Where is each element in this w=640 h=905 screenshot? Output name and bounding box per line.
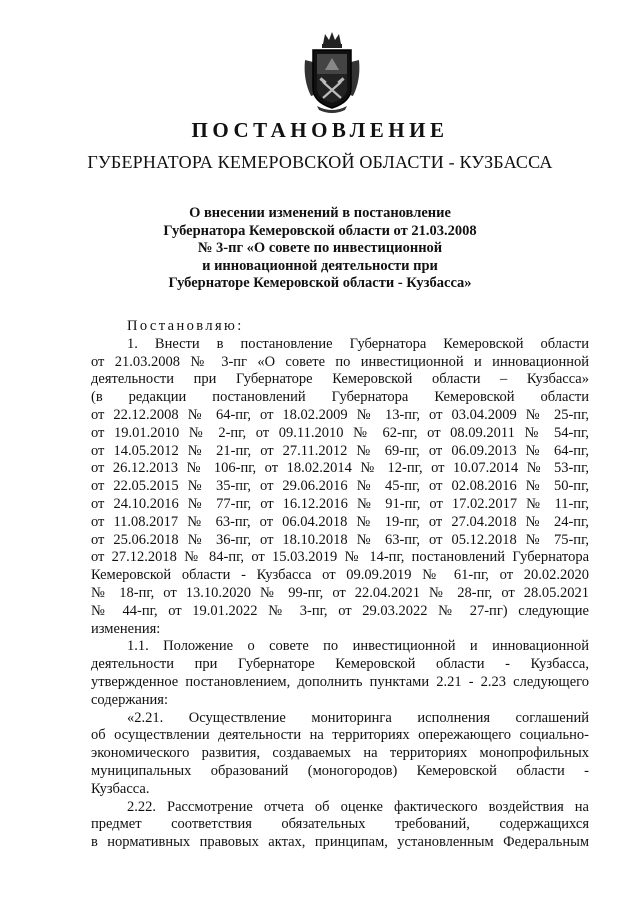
title-line: Губернаторе Кемеровской области - Кузбасса» xyxy=(168,275,472,292)
body-line: предмет соответствия обязательных требований, содержащихся xyxy=(91,816,589,833)
body-line: от 27.12.2018 № 84-пг, от 15.03.2019 № 14-пг, постановлений Губернатора xyxy=(91,549,589,566)
document-title xyxy=(120,205,520,293)
body-line: Кемеровской области - Кузбасса от 09.09.2019 № 61-пг, от 20.02.2020 xyxy=(91,567,589,584)
body-line: от 25.06.2018 № 36-пг, от 18.10.2018 № 63-пг, от 05.12.2018 № 75-пг, xyxy=(91,531,589,548)
body-line: от 22.12.2008 № 64-пг, от 18.02.2009 № 13-пг, от 03.04.2009 № 25-пг, xyxy=(91,406,589,423)
body-line: 2.22. Рассмотрение отчета об оценке фактического воздействия на xyxy=(127,798,589,815)
issuer-heading: ГУБЕРНАТОРА КЕМЕРОВСКОЙ ОБЛАСТИ - КУЗБАССА xyxy=(87,152,553,172)
body-line: 1.1. Положение о совете по инвестиционной и инновационной xyxy=(127,638,589,655)
body-line: (в редакции постановлений Губернатора Кемеровской области xyxy=(91,389,589,406)
body-line: от 26.12.2013 № 106-пг, от 18.02.2014 № 12-пг, от 10.07.2014 № 53-пг, xyxy=(91,460,589,477)
body-line: «2.21. Осуществление мониторинга исполнения соглашений xyxy=(127,709,589,726)
body-line: в нормативных правовых актах, принципам, установленным Федеральным xyxy=(91,834,589,851)
body-line: муниципальных образований (моногородов) Кемеровской области - xyxy=(91,762,589,779)
title-line: № 3-пг «О совете по инвестиционной xyxy=(197,240,443,257)
title-line: и инновационной деятельности при xyxy=(202,257,438,274)
document-body xyxy=(91,318,589,852)
body-line: Кузбасса. xyxy=(91,780,150,797)
body-line: экономического развития, создаваемых на территориях монопрофильных xyxy=(91,745,589,762)
body-line: деятельности при Губернаторе Кемеровской области - Кузбасса, xyxy=(91,656,589,673)
coat-of-arms-icon xyxy=(301,30,363,114)
document-type-heading: ПОСТАНОВЛЕНИЕ xyxy=(191,118,449,142)
body-line: об осуществлении деятельности на территориях опережающего социально- xyxy=(91,727,589,744)
body-line: содержания: xyxy=(91,691,169,708)
body-line: 1. Внести в постановление Губернатора Кемеровской области xyxy=(127,335,589,352)
body-line: деятельности при Губернаторе Кемеровской области – Кузбасса» xyxy=(91,371,589,388)
body-line: утвержденное постановлением, дополнить пунктами 2.21 - 2.23 следующего xyxy=(91,673,589,690)
body-line: от 19.01.2010 № 2-пг, от 09.11.2010 № 62-пг, от 08.09.2011 № 54-пг, xyxy=(91,424,589,441)
body-line: от 21.03.2008 № 3-пг «О совете по инвестиционной и инновационной xyxy=(91,353,589,370)
preamble: Постановляю: xyxy=(127,318,244,334)
body-line: изменения: xyxy=(91,620,161,637)
title-line: Губернатора Кемеровской области от 21.03.2008 xyxy=(163,222,477,239)
body-line: от 11.08.2017 № 63-пг, от 06.04.2018 № 19-пг, от 27.04.2018 № 24-пг, xyxy=(91,513,589,530)
title-line: О внесении изменений в постановление xyxy=(189,205,451,221)
body-line: от 24.10.2016 № 77-пг, от 16.12.2016 № 91-пг, от 17.02.2017 № 11-пг, xyxy=(91,495,589,512)
body-line: № 44-пг, от 19.01.2022 № 3-пг, от 29.03.2022 № 27-пг) следующие xyxy=(91,602,589,619)
body-line: № 18-пг, от 13.10.2020 № 99-пг, от 22.04.2021 № 28-пг, от 28.05.2021 xyxy=(91,584,589,601)
body-line: от 14.05.2012 № 21-пг, от 27.11.2012 № 69-пг, от 06.09.2013 № 64-пг, xyxy=(91,442,589,459)
body-line: от 22.05.2015 № 35-пг, от 29.06.2016 № 45-пг, от 02.08.2016 № 50-пг, xyxy=(91,478,589,495)
